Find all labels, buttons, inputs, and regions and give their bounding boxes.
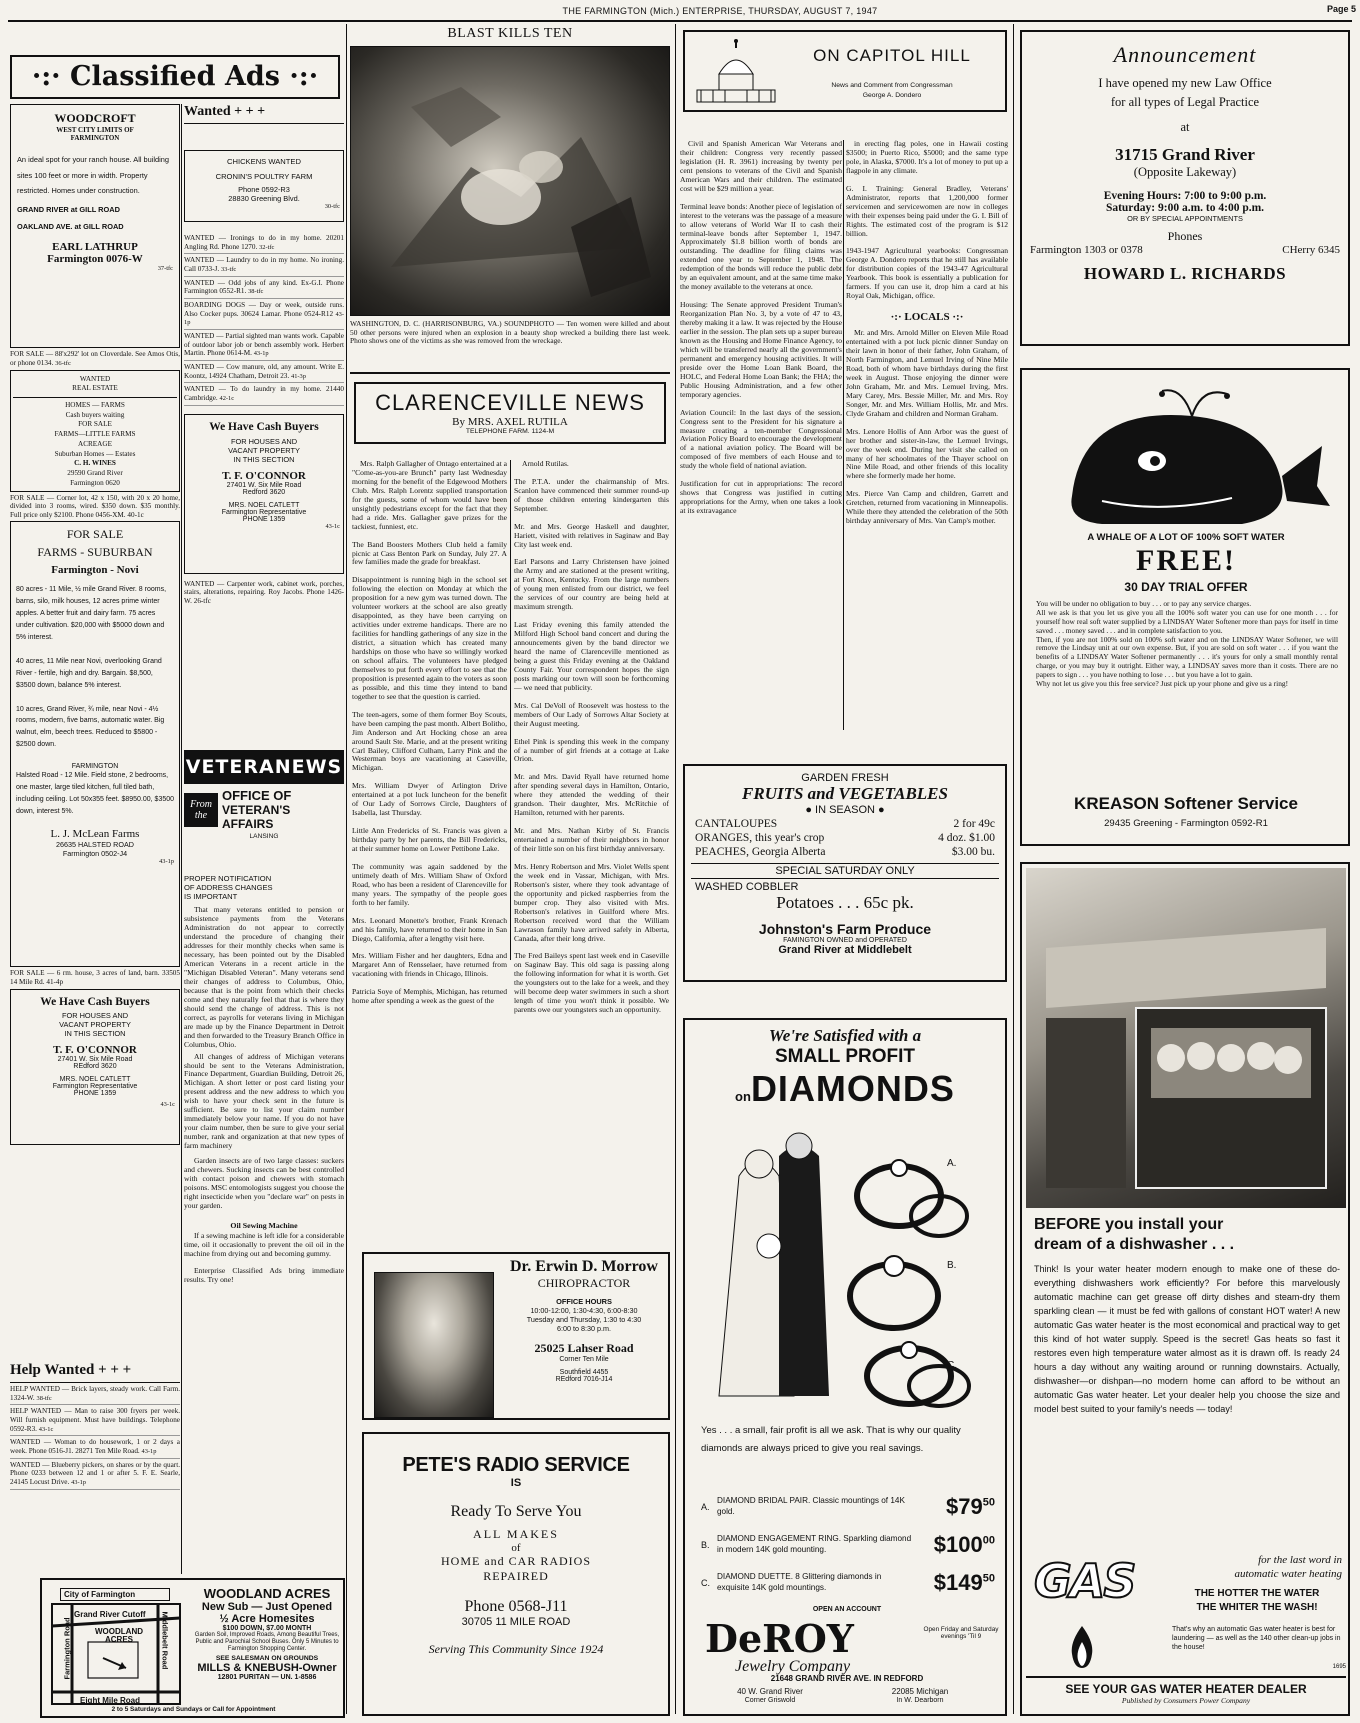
woodland-title: WOODLAND ACRES — [203, 1586, 331, 1601]
capitol-hill-header — [683, 30, 1007, 112]
woodcroft-body: An ideal spot for your ranch house. All building sites 100 feet or more in width. Property restricted. Homes under construction. — [17, 155, 170, 196]
help-wanted-item: HELP WANTED — Man to raise 300 fryers per week. Will furnish equipment. Must have buildings. Telephone 0592-R3. 43-1c — [10, 1405, 180, 1436]
announce-appointments: OR BY SPECIAL APPOINTMENTS — [1127, 214, 1243, 223]
woodland-footer: 2 to 5 Saturdays and Sundays or Call for Appointment — [111, 1706, 276, 1713]
veterans-paragraph-3: Garden insects are of two large classes: suckers and chewers. Sucking insects can be best controlled with contact poison and chewers with stomach poisons. MSC entomologists suggest you choose the right insecticide when you "declare war" on pests in your garden. — [184, 1156, 344, 1210]
produce-row: CANTALOUPES 2 for 49c — [695, 818, 995, 830]
blast-story — [350, 26, 670, 366]
blast-caption: WASHINGTON, D. C. (HARRISONBURG, VA.) SOUNDPHOTO — Ten women were killed and about 50 other persons were injured when an explosion in a beauty shop wrecked a building there last week. Photo shows one of the victims as she was removed from the wreckage. — [350, 319, 670, 346]
woodland-acre: ½ Acre Homesites — [219, 1613, 315, 1625]
capitol-title: ON CAPITOL HILL — [813, 46, 971, 65]
announce-opposite: (Opposite Lakeway) — [1133, 165, 1237, 179]
woodcroft-tag: 37-tfc — [157, 264, 173, 272]
announce-at: at — [1180, 120, 1190, 134]
locals-heading: ·:· LOCALS ·:· — [890, 311, 964, 324]
announce-saturday: Saturday: 9:00 a.m. to 4:00 p.m. — [1105, 202, 1265, 214]
petes-phone: Phone 0568-J11 — [464, 1598, 568, 1615]
kreason-headline: A WHALE OF A LOT OF 100% SOFT WATER — [1087, 532, 1285, 543]
clarenceville-header — [354, 382, 666, 444]
gas-hotter-1: THE HOTTER THE WATER — [1194, 1588, 1320, 1599]
veteranews-title: VETERANEWS — [184, 750, 344, 784]
deroy-price-list — [701, 1488, 995, 1602]
woodcroft-phone: Farmington 0076-W — [47, 252, 143, 265]
mclean-farms-ad: FOR SALE FARMS - SUBURBAN Farmington - Novi 80 acres - 11 Mile, ½ mile Grand River. 8 rooms, barns, silo, milk houses, 12 acres prime winter apples. A better fruit and dairy farm. 75 acres under cultivation. $20,000 with $5000 down and 5% interest. 40 acres, 11 Mile near Novi, overlooking Grand River - fertile, high and dry. Bargain. $8,500, $3500 down, balance 5% interest. 10 acres, Grand River, ¾ mile, near Novi - 4½ rooms, modern, five barns, automatic water. Big walnut, elm, beech trees. Reduced to $5800 - $2500 down. FARMINGTON Halsted Road - 12 Mile. Field stone, 2 bedrooms, one master, large tiled kitchen, full tiled bath, including ceiling. Lot 50x355 feet. $8950.00, $3500 down, interest 5%. L. J. McLean Farms 26635 HALSTED ROAD Farmington 0502-J4 43-1p — [10, 521, 180, 967]
veterans-paragraph-1: That many veterans entitled to pension or subsistence payments from the Veterans Administration do not appear to correctly understand the procedure of changing their addresses for their monthly checks when same is necessary, has been pointed out by the Disabled American Veterans in a recent article in the "Michigan Disabled Veteran". Many veterans send their changes of address to Columbus, Ohio, because that is the point from which their checks come and they naturally feel that that is where they should send the change of address. This is not correct, as payrolls for veterans living in Michigan are made up by the Finance Department in Detroit and then forwarded to the Treasury Branch Office in Columbus, Ohio. — [184, 905, 344, 1049]
announce-name: HOWARD L. RICHARDS — [1083, 264, 1287, 283]
veteranews-from: From the — [184, 793, 218, 827]
page-number: Page 5 — [1326, 4, 1356, 14]
gas-body: Think! Is your water heater modern enough to make one of these do-everything dishwashers work efficiently? For before this marvelously automatic machine can get grease off dirty dishes and steam-dry them sparkling clean — it must be fed with gallons of constant HOT water! A new automatic Gas water heater is the most economical and practical way to get this kind of hot water supply. Speed is the secret! Gas heats so fast it restores even high temperature water almost as it is drawn off. Is ready 24 hours a day without any waiting around or running downstairs. Actually, dishwasher—or dishpan—no modern home can afford to be without an automatic Gas water heater. Let your dealer help you choose the size and model best suited to your family's needs — today! — [1034, 1264, 1340, 1415]
clarenceville-col-2 — [514, 459, 669, 1015]
veterans-head-1: PROPER NOTIFICATION — [184, 874, 272, 883]
kreason-address: 29435 Greening - Farmington 0592-R1 — [1104, 818, 1268, 829]
johnston-name: Johnston's Farm Produce — [758, 921, 932, 938]
morrow-phone-2: REdford 7016-J14 — [555, 1376, 613, 1383]
gas-dealer: SEE YOUR GAS WATER HEATER DEALER — [1026, 1676, 1346, 1696]
deroy-address: 21648 GRAND RIVER AVE. IN REDFORD — [770, 1674, 924, 1683]
petes-of: of — [511, 1542, 521, 1554]
wanted-real-estate-ad: WANTED REAL ESTATE HOMES — FARMS Cash buyers waiting FOR SALE FARMS—LITTLE FARMS ACREAGE Suburban Homes — Estates C. H. WINES 29590 Grand River Farmington 0620 — [10, 370, 180, 492]
johnston-location: Grand River at Middlebelt — [778, 944, 912, 957]
chickens-wanted-ad: CHICKENS WANTED CRONIN'S POULTRY FARM Phone 0592-R3 28830 Greening Blvd. 30-tfc — [184, 150, 344, 222]
gas-code: 1695 — [1332, 1664, 1346, 1670]
veterans-paragraph-2: All changes of address of Michigan veterans should be sent to the Veterans Administration, Finance Department, Guardian Building, Detroit 26, Michigan. A short letter or post card listing your present address and the new address to which you wish to have your check sent in the future is sufficient. Be sure to list your claim number immediately below your name. If you do not have your claim number, then be sure to give your serial number, rank and organization at that new types of farm machinery — [184, 1051, 344, 1151]
deroy-label-c: C. — [947, 1360, 957, 1371]
gas-logo: GAS — [1034, 1554, 1135, 1608]
map-label-woodland: WOODLAND ACRES — [95, 1627, 143, 1644]
woodcroft-agent: EARL LATHRUP — [52, 240, 138, 253]
map-label-city: City of Farmington — [60, 1588, 170, 1601]
johnston-price-list — [685, 816, 1005, 861]
announce-evening: Evening Hours: 7:00 to 9:00 p.m. — [1103, 190, 1267, 202]
cash-buyers-ad-2: We Have Cash Buyers FOR HOUSES AND VACANT PROPERTY IN THIS SECTION T. F. O'CONNOR 27401 W. Six Mile Road Redford 3620 MRS. NOEL CATLETT Farmington Representative PHONE 1359 43-1c — [184, 414, 344, 574]
classified-header — [10, 55, 340, 99]
clarenceville-text-1: Mrs. Ralph Gallagher of Ontago entertained at a "Come-as-you-are Brunch" party last Wednesday morning for the benefit of the Edgewood Mothers Club. Mrs. Ralph Lorentz supplied transportation for the guests, some of whom would have been unsightly pedestrians except for the fact that they had a ride. Mrs. Gallagher gave prizes for the tackiest, funniest, etc. The Band Boosters Mothers Club held a family picnic at Cass Benton Park on Sunday, July 27. A few families made the grade for breakfast. Disappointment is running high in the school set following the election on Monday at which the proposition for a new gym was turned down. The volunteer workers at the school are also greatly disappointed, as they have been carrying on activities under extreme handicaps. There are no facilities for handling gatherings of any size in the district, a situation which has created many hardships on those who have so willingly worked on school affairs. The volunteers have pledged themselves to put forth every effort to see that the proposition is presented again to the voters as soon as possible, and this time they intend to band together to see that the question is carried. The teen-agers, some of them former Boy Scouts, have been camping the past month. Albert Bolitho, Jim Anderson and Art Hocking chose an area around Sault Ste. Marie, and at the present writing Carl Bailey, Clifford Culham, Larry Pink and the Westerman boys are vacationing at Caseville, Michigan. Mrs. William Dwyer of Arlington Drive entertained at a pot luck luncheon for the benefit of Our Lady of Sorrows Circle, Daughters of Isabella, last Thursday. Little Ann Fredericks of St. Francis was given a birthday party by her parents, the Bill Fredericks, at their summer home on Lower Pettibone Lake. The community was again saddened by the untimely death of Mrs. William Shaw of Oxford Road, who has been a resident of Clarenceville for many years. The sympathy of the people goes forth to her family. Mrs. Leonard Monette's brother, Frank Krenach and his family, have returned to their home in San Diego, California, after a lengthy visit here. Mrs. William Fisher and her daughters, Edna and Margaret Ann of Rensselaer, have returned from vacationing with friends in Chicago, Illinois. Patricia Soye of Memphis, Michigan, has returned home after spending a week as the guest of the — [352, 459, 507, 1006]
clarenceville-text-2: Arnold Rutilas. The P.T.A. under the chairmanship of Mrs. Scanlon have commenced their summer round-up of those children entering kindergarten this September. Mr. and Mrs. George Haskell and daughter, Hariett, visited with relatives in Saginaw and Bay City last week end. Earl Parsons and Larry Christensen have joined the Army and are stationed at the present writing, at Fort Knox, Kentucky. From the large numbers of young men enlisted from our district, we feel the services of our country are being held at maximum strength. Last Friday evening this family attended the Milford High School band concert and during the announcements given by the band director we heard the name of Clarenceville mentioned as being a guest this Friday evening at the Oakland County Fair. Your correspondent hopes the sign posts marking our town will soon be forthcoming — we need that publicity. Mrs. Cal DeVoll of Roosevelt was hostess to the members of Our Lady of Sorrows Altar Society at their August meeting. Ethel Pink is spending this week in the company of a number of girl friends at a cottage at Lake Orion. Mr. and Mrs. David Ryall have returned home after spending several days in Hamilton, Ontario, where they attended the wedding of their grandson. Their daughter, Mrs. McRitchie of Hamilton, returned with her parents. Mr. and Mrs. Nathan Kirby of St. Francis entertained a number of their neighbors in honor of their little son on his first birthday anniversary. Mrs. Henry Robertson and Mrs. Violet Wells spent the week end in Vassar, Michigan, with Mrs. Robertson's sister, where they took advantage of the opportunity and picked raspberries from the bumper crop. They also visited with Mrs. Robertson's relatives in Guilford where Mrs. Robertson received word that the William Lawrason family have arrived safely in Alberta, Canada, after their long drive. The Fred Baileys spent last week end in Caseville on Saginaw Bay. This old saga is passing along the following information for what it is worth. Get the youngsters out to the lake for a week, and they will become deep water swimmers in such a short length of time you won't think it possible. We parents owe our youngsters such an opportunity. — [514, 459, 669, 1015]
woodland-see: SEE SALESMAN ON GROUNDS — [215, 1654, 319, 1662]
woodcroft-ad — [10, 104, 180, 348]
help-wanted-item: WANTED — Woman to do housework, 1 or 2 days a week. Phone 0516-J1. 28271 Ten Mile Road. 43-1p — [10, 1436, 180, 1458]
woodland-acres-ad — [40, 1578, 345, 1718]
petes-radio-ad — [362, 1432, 670, 1716]
help-wanted-list — [10, 1383, 180, 1490]
gas-water-heater-ad — [1020, 862, 1350, 1716]
capitol-text-1: Civil and Spanish American War Veterans and their children: Congress very recently passed legislation (H. R. 3961) increasing by twenty per cent pensions to veterans of the Civil and Spanish American Wars and their children. The estimated cost will be $29 million a year. Terminal leave bonds: Another piece of legislation of interest to the veterans was the passage of a measure to allow veterans of World War II to cash their terminal-leave bonds after September 1, 1947. Approximately $1.8 billion worth of bonds are outstanding. The deadline for filing claims was extended one year to September 1, 1948. The redemption of the bonds will reduce the public debt by an equivalent amount, and at the same time make the money available to the veterans at once. Housing: The Senate approved President Truman's Reorganization Plan No. 3, by a vote of 47 to 43, thereby making it a law. It was rejected by the House earlier in the session. The plan sets up a super bureau known as the Housing and Home Finance Agency, to which will be transferred nearly all the government's permanent and emergency housing activities. It will preside over the Home Loan Bank Board, the HOLC, and Federal Home Loan Bank; the FHA; the Public Housing Administration, and a few other temporary agencies. Aviation Council: In the last days of the session, Congress sent to the President for his signature a measure creating a ten-member Congressional Aviation Policy Board to encourage the development of a national aviation policy. The Board will be composed of five members of each House and to study the whole field of national aviation. Justification for cut in appropriations: The record shows that Congress was justified in cutting appropriations for the Army, when one takes a look at its extravagance — [680, 139, 842, 516]
blast-headline: BLAST KILLS TEN — [447, 26, 573, 41]
deroy-diamonds: DIAMONDS — [750, 1068, 955, 1109]
wanted-item: WANTED — Partial sighted man wants work. Capable of outdoor labor job or bench assembly work. Herbert Martin. Phone 0614-M. 43-1p — [184, 330, 344, 361]
kreason-name: KREASON Softener Service — [1074, 794, 1298, 813]
wanted-item: WANTED — To do laundry in my home. 21440 Cambridge. 42-1c — [184, 383, 344, 405]
clarenceville-byline: By MRS. AXEL RUTILA — [452, 416, 568, 428]
morrow-portrait — [374, 1272, 494, 1418]
forsale-lot-ad: FOR SALE — 88'x292' lot on Cloverdale. See Amos Otis, or phone 0134. 36-tfc — [10, 350, 180, 367]
johnston-owned: FAMINGTON OWNED and OPERATED — [783, 937, 907, 945]
map-label-eight-mile: Eight Mile Road — [80, 1696, 140, 1705]
morrow-hours-2: Tuesday and Thursday, 1:30 to 4:30 — [526, 1315, 642, 1324]
wanted-item: WANTED — Ironings to do in my home. 20201 Angling Rd. Phone 1270. 32-tfc — [184, 232, 344, 254]
veteranews-city: LANSING — [249, 833, 279, 840]
deroy-pitch: Yes . . . a small, fair profit is all we ask. That is why our quality diamonds are always priced to give you real savings. — [701, 1425, 961, 1455]
morrow-phone-1: Southfield 4455 — [559, 1369, 609, 1376]
petes-repaired: REPAIRED — [483, 1569, 549, 1583]
veterans-paragraph-4: If a sewing machine is left idle for a considerable time, oil it occasionally to prevent the oil oil in the machine from drying out and becoming gummy. — [184, 1230, 344, 1258]
deroy-logo-name: DeROY — [705, 1616, 854, 1661]
capitol-sub-2: George A. Dondero — [862, 92, 922, 99]
woodland-price: $100 DOWN, $7.00 MONTH — [222, 1625, 312, 1632]
johnston-garden-fresh: GARDEN FRESH — [801, 772, 889, 784]
deroy-headline-2: SMALL PROFIT — [774, 1046, 916, 1067]
petes-home-car: HOME and CAR RADIOS — [440, 1554, 591, 1568]
veterans-article — [184, 874, 344, 1420]
capitol-sub-1: News and Comment from Congressman — [831, 82, 953, 89]
capitol-col-1 — [680, 140, 842, 730]
wanted-title: Wanted + + + — [184, 104, 344, 124]
kreason-softener-ad — [1020, 368, 1350, 846]
diamond-row: A. DIAMOND BRIDAL PAIR. Classic mountings of 14K gold. $\$79^{50}$ — [701, 1494, 995, 1519]
announce-line-1: I have opened my new Law Office — [1098, 76, 1272, 90]
produce-row: PEACHES, Georgia Alberta $3.00 bu. — [695, 845, 995, 858]
help-wanted-title: Help Wanted + + + — [10, 1362, 180, 1383]
announce-title: Announcement — [1113, 42, 1257, 67]
deroy-logo-company: Jewelry Company — [735, 1658, 851, 1675]
gas-headline-2: dream of a dishwasher . . . — [1034, 1236, 1235, 1253]
cash-buyers-ad-1: We Have Cash Buyers FOR HOUSES AND VACANT PROPERTY IN THIS SECTION T. F. O'CONNOR 27401 W. Six Mile Road REdford 3620 MRS. NOEL CATLETT Farmington Representative PHONE 1359 43-1c — [10, 989, 180, 1145]
woodland-desc: Garden Soil, Improved Roads, Among Beautiful Trees, Public and Parochial School Buses. Only 5 Minutes to Farmington Shopping Center. — [194, 1632, 340, 1652]
capitol-text-2: in erecting flag poles, one in Hawaii costing $3500; in Puerto Rico, $5000; and the same type pole, in Alaska, $7000. It's a lot of money to put up a flagpole in any climate. G. I. Training: General Bradley, Veterans' Administrator, reports that 1,200,000 former servicemen and servicewomen are now in colleges with their expenses being paid under the G. I. Bill of Rights. The estimated cost of the program is $12 billion. 1943-1947 Agricultural yearbooks: Congressman George A. Dondero reports that he still has available for distribution copies of the 1943-47 Agricultural Yearbook. This book is essentially a publication for farmers. If you can use it, drop him a card at his Royal Oak, Michigan, office. — [846, 139, 1008, 301]
deroy-hours: Open Friday and Saturday evenings 'Til 9 — [923, 1626, 999, 1640]
woodland-owner: MILLS & KNEBUSH-Owner — [197, 1661, 337, 1674]
carpenter-ad: WANTED — Carpenter work, cabinet work, porches, stairs, alterations, repairing. Roy Jacobs. Phone 1426-W. 26-tfc — [184, 579, 344, 605]
announce-phones: Phones — [1167, 229, 1203, 243]
deroy-open-account: OPEN AN ACCOUNT — [812, 1606, 882, 1613]
morrow-hours-1: 10:00-12:00, 1:30-4:30, 6:00-8:30 — [530, 1306, 638, 1315]
wanted-item: WANTED — Cow manure, old, any amount. Write E. Koontz, 14924 Chatham, Detroit 23. 41-3p — [184, 361, 344, 383]
classified-title: ·:· Classified Ads ·:· — [31, 61, 319, 92]
announce-phone-1: Farmington 1303 or 0378 — [1030, 244, 1143, 256]
woodland-address: 12801 PURITAN — UN. 1-8586 — [217, 1673, 317, 1681]
kreason-trial: 30 DAY TRIAL OFFER — [1124, 580, 1248, 594]
woodcroft-name: WOODCROFT — [54, 111, 136, 125]
locals-text: Mr. and Mrs. Arnold Miller on Eleven Mile Road entertained with a pot luck picnic dinner Sunday on their lawn in honor of their father, John Graham, of North Farmington, and Lemuel Irving of Nine Mile Road, both of whom have birthdays during the first week in August. Those enjoying the dinner were John Graham, Mr. and Mrs. Lemuel Irving, Mrs. Mary Carey, Mrs. Bessie Miller, Mr. and Mrs. Roy Songer, Mr. and Mrs. William Hollis, Mr. and Mrs. Clyde Graham and children and Norman Graham. Mrs. Lenore Hollis of Ann Arbor was the guest of her brother and sister-in-law, the Lemuel Irvings, over the week end. During her visit she called on many of her schoolmates of the Thayer school on Nine Mile Road, and other friends of this locality where she formerly made her home. Mrs. Pierce Van Camp and children, Garrett and Gretchen, returned from vacationing in Minneapolis. While there they attended the celebration of the 50th birthday anniversary of Mrs. Van Camp's mother. — [846, 328, 1008, 526]
wanted-item: WANTED — Laundry to do in my home. No ironing. Call 0733-J. 33-tfc — [184, 254, 344, 276]
wanted-item: WANTED — Odd jobs of any kind. Ex-G.I. Phone Farmington 0552-R1. 38-tfc — [184, 277, 344, 299]
clarenceville-telephone: TELEPHONE FARM. 1124-M — [465, 428, 555, 435]
veteranews-logo — [184, 750, 344, 872]
deroy-on: on — [735, 1089, 751, 1104]
deroy-jewelry-ad — [683, 1018, 1007, 1716]
map-label-grand-river: Grand River Cutoff — [74, 1610, 146, 1619]
morrow-office-hours: OFFICE HOURS — [556, 1297, 612, 1306]
petes-is: IS — [510, 1477, 522, 1489]
morrow-name: Dr. Erwin D. Morrow — [510, 1258, 658, 1275]
johnston-potatoes: Potatoes . . . 65c pk. — [776, 893, 914, 913]
petes-serving: Serving This Community Since 1924 — [428, 1642, 604, 1656]
morrow-hours-3: 6:00 to 8:30 p.m. — [557, 1324, 611, 1333]
dishwasher-scene-icon — [1026, 868, 1346, 1208]
veterans-head-2: OF ADDRESS CHANGES — [184, 883, 273, 893]
veterans-paragraph-5: Enterprise Classified Ads bring immediate results. Try one! — [184, 1265, 344, 1284]
woodcroft-location-1: GRAND RIVER at GILL ROAD — [17, 204, 120, 214]
kreason-body: You will be under no obligation to buy . . . or to pay any service charges. All we ask is that you let us give you all the 100% soft water you can use for one month . . . for yourself how real soft water supplied by a LINDSAY Water Softener more than pays for itself in time saved . . . money saved . . . and in complete satisfaction to you. Then, if you are not 100% sold on 100% soft water and on the LINDSAY Water Softener, we will remove the Lindsay unit at our own expense. But, if you are sold on soft water . . . if you want the benefits of a LINDSAY Water Softener permanently . . . it's yours for only a small monthly rental charge, or you may buy it outright. Either way, a LINDSAY saves more than it costs. There are no papers to sign . . . you have nothing to lose . . . but you have a lot to gain. Why not let us give you this free service? Just pick up your phone and give us a ring! — [1036, 599, 1338, 688]
gas-publisher: Published by Consumers Power Company — [1121, 1696, 1251, 1705]
forsale-house-ad: FOR SALE — 6 rm. house, 3 acres of land, barn. 33505 14 Mile Rd. 41-4p — [10, 969, 180, 987]
gas-tagline-1: for the last word in — [1258, 1554, 1342, 1566]
petes-address: 30705 11 MILE ROAD — [461, 1616, 571, 1628]
announce-address: 31715 Grand River — [1115, 145, 1255, 164]
clarenceville-col-1 — [352, 459, 507, 1006]
deroy-headline-1: We're Satisfied with a — [768, 1026, 922, 1045]
gas-hotter-2: THE WHITER THE WASH! — [1196, 1602, 1318, 1613]
deroy-label-a: A. — [947, 1158, 957, 1169]
blast-photo — [350, 46, 670, 316]
woodland-sub: New Sub — Just Opened — [201, 1601, 333, 1613]
dishwasher-photo — [1026, 868, 1346, 1208]
richards-announcement — [1020, 30, 1350, 346]
petes-title: PETE'S RADIO SERVICE — [402, 1454, 630, 1476]
deroy-store-1: 40 W. Grand River Corner Griswold — [737, 1687, 803, 1704]
woodcroft-sub1: WEST CITY LIMITS OF — [56, 126, 134, 134]
johnstons-farm-ad — [683, 764, 1007, 982]
capitol-dome-icon — [691, 38, 781, 106]
kreason-free: FREE! — [1136, 544, 1236, 577]
morrow-title: CHIROPRACTOR — [537, 1276, 631, 1290]
morrow-address: 25025 Lahser Road — [534, 1341, 634, 1355]
petes-all-makes: ALL MAKES — [473, 1527, 559, 1541]
oil-sewing-heading: Oil Sewing Machine — [230, 1220, 298, 1230]
forsale-corner-lot-ad: FOR SALE — Corner lot, 42 x 150, with 20 x 20 home, divided into 3 rooms, wired. $350 down. $35 monthly. Full price only $2100. Phone 0456-XM. 40-1c — [10, 493, 180, 519]
johnston-in-season: ● IN SEASON ● — [805, 804, 885, 816]
deroy-store-2: 22085 Michigan In W. Dearborn — [891, 1687, 949, 1704]
wanted-list — [184, 232, 344, 406]
help-wanted-item: WANTED — Blueberry pickers, on shares or by the quart. Phone 0233 between 12 and 1 or after 5. F. E. Searle, 24145 Locust Drive. 43-1p — [10, 1459, 180, 1490]
wanted-item: BOARDING DOGS — Day or week, outside runs. Also Cocker pups. 30624 Lamar. Phone 0524-R12 43-1p — [184, 299, 344, 330]
announce-phone-2: CHerry 6345 — [1282, 244, 1340, 256]
deroy-label-b: B. — [947, 1260, 957, 1271]
map-label-middlebelt: Middlebelt Road — [160, 1611, 170, 1670]
clarenceville-title: CLARENCEVILLE NEWS — [375, 390, 645, 415]
classified-column-1 — [10, 104, 180, 1484]
johnston-special: SPECIAL SATURDAY ONLY — [691, 863, 999, 879]
johnston-washed-cobbler: WASHED COBBLER — [695, 881, 799, 894]
masthead: THE FARMINGTON (Mich.) ENTERPRISE, THURSDAY, AUGUST 7, 1947 — [562, 6, 878, 16]
veterans-head-3: IS IMPORTANT — [184, 892, 238, 902]
wanted-section — [184, 104, 344, 734]
morrow-corner: Corner Ten Mile — [559, 1356, 609, 1363]
diamond-row: C. DIAMOND DUETTE. 8 Glittering diamonds in exquisite 14K gold mountings. $\$149^{50}$ — [701, 1570, 995, 1595]
help-wanted-section — [10, 1362, 180, 1614]
deroy-logo — [705, 1616, 925, 1676]
gas-tagline-2: automatic water heating — [1234, 1568, 1342, 1580]
diamond-row: B. DIAMOND ENGAGEMENT RING. Sparkling diamond in modern 14K gold mounting. $\$100^{00}$ — [701, 1532, 995, 1557]
produce-row: ORANGES, this year's crop 4 doz. $1.00 — [695, 831, 995, 844]
gas-flame-icon — [1062, 1624, 1102, 1670]
petes-ready: Ready To Serve You — [450, 1503, 582, 1520]
woodcroft-sub2: FARMINGTON — [70, 134, 120, 142]
veteranews-va: VETERAN'S AFFAIRS — [222, 803, 291, 831]
announce-line-2: for all types of Legal Practice — [1110, 95, 1260, 109]
johnston-fruits: FRUITS and VEGETABLES — [742, 784, 948, 803]
woodcroft-location-2: OAKLAND AVE. at GILL ROAD — [17, 221, 124, 231]
whale-icon — [1042, 386, 1332, 536]
blast-photo-scene-icon — [351, 47, 671, 317]
gas-headline-1: BEFORE you install your — [1034, 1216, 1224, 1233]
gas-why: That's why an automatic Gas water heater is best for laundering — as well as the 140 other clean-up jobs in the house! — [1172, 1626, 1341, 1651]
map-label-farmington-road: Farmington Road — [62, 1617, 72, 1680]
veteranews-office: OFFICE OF — [222, 788, 292, 803]
morrow-chiropractor-ad — [362, 1252, 670, 1420]
help-wanted-item: HELP WANTED — Brick layers, steady work. Call Farm. 1324-W. 38-tfc — [10, 1383, 180, 1405]
capitol-col-2 — [846, 140, 1008, 730]
